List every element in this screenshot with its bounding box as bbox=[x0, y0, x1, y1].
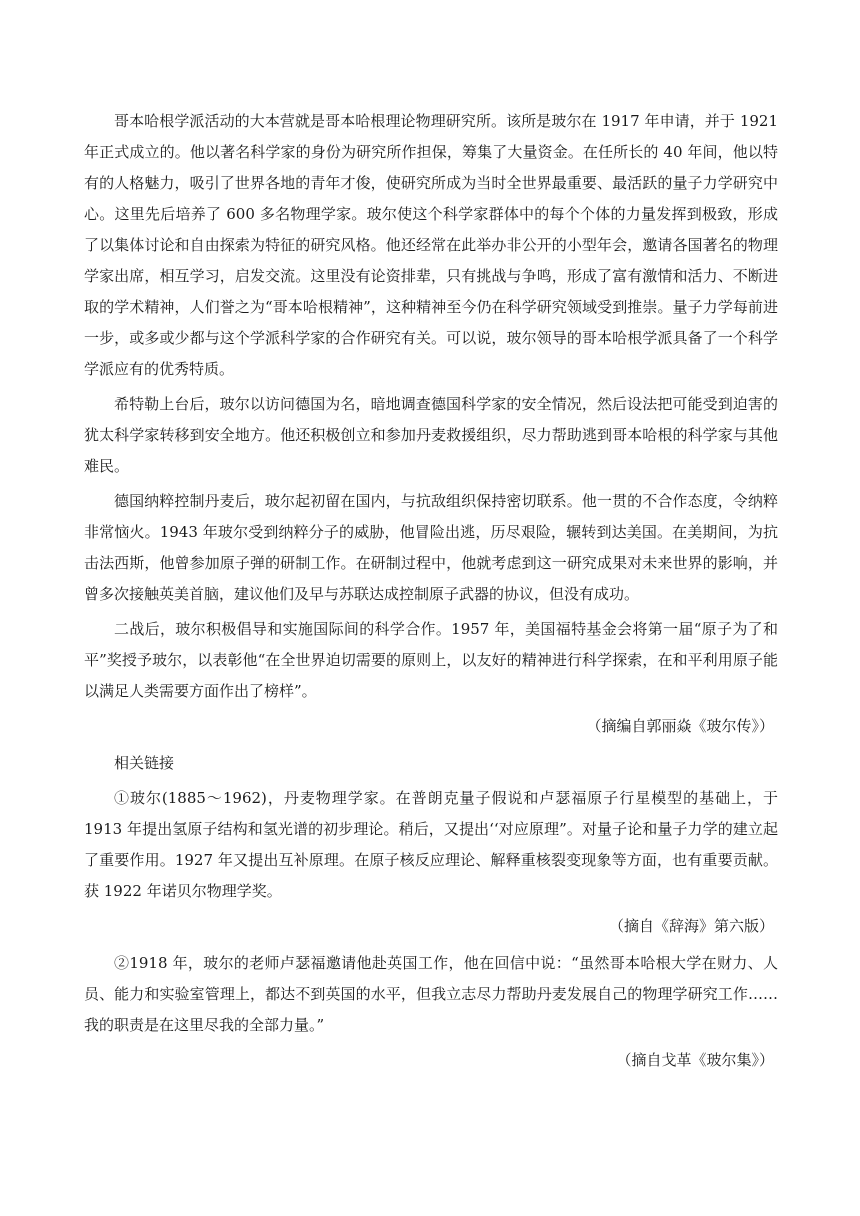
related-link-item: ①玻尔(1885～1962)，丹麦物理学家。在普朗克量子假说和卢瑟福原子行星模型的基础上，于 1913 年提出氢原子结构和氢光谱的初步理论。稍后，又提出‘‘对应原理”。对量子论和量子力学的建立起了重要作用。1927 年又提出互补原理。在原子核反应理论、解释重核裂变现象等方面，也有重要贡献。获 1922 年诺贝尔物理学奖。 bbox=[84, 789, 778, 900]
related-links-heading: 相关链接 bbox=[114, 754, 175, 772]
related-link-source: （摘自戈革《玻尔集》） bbox=[616, 1051, 774, 1069]
body-paragraph: 希特勒上台后，玻尔以访问德国为名，暗地调查德国科学家的安全情况，然后设法把可能受到迫害的犹太科学家转移到安全地方。他还积极创立和参加丹麦救援组织，尽力帮助逃到哥本哈根的科学家与其他难民。 bbox=[84, 395, 778, 475]
body-paragraph: 德国纳粹控制丹麦后，玻尔起初留在国内，与抗敌组织保持密切联系。他一贯的不合作态度，令纳粹非常恼火。1943 年玻尔受到纳粹分子的威胁，他冒险出逃，历尽艰险，辗转到达美国。在美期间，为抗击法西斯，他曾参加原子弹的研制工作。在研制过程中，他就考虑到这一研究成果对未来世界的影响，并曾多次接触英美首脑，建议他们及早与苏联达成控制原子武器的协议，但没有成功。 bbox=[84, 492, 778, 603]
body-paragraph: 哥本哈根学派活动的大本营就是哥本哈根理论物理研究所。该所是玻尔在 1917 年申请，并于 1921 年正式成立的。他以著名科学家的身份为研究所作担保，筹集了大量资金。在任所长的 40 年间，他以特有的人格魅力，吸引了世界各地的青年才俊，使研究所成为当时全世界最重要、最活跃的量子力学研究中心。这里先后培养了 600 多名物理学家。玻尔使这个科学家群体中的每个个体的力量发挥到极致，形成了以集体讨论和自由探索为特征的研究风格。他还经常在此举办非公开的小型年会，邀请各国著名的物理学家出席，相互学习，启发交流。这里没有论资排辈，只有挑战与争鸣，形成了富有激情和活力、不断进取的学术精神，人们誉之为“哥本哈根精神”，这种精神至今仍在科学研究领域受到推崇。量子力学每前进一步，或多或少都与这个学派科学家的合作研究有关。可以说，玻尔领导的哥本哈根学派具备了一个科学学派应有的优秀特质。 bbox=[84, 112, 778, 378]
article-source-citation: （摘编自郭丽焱《玻尔传》） bbox=[586, 717, 774, 735]
article-body bbox=[84, 106, 778, 1082]
related-link-source: （摘自《辞海》第六版） bbox=[608, 917, 774, 935]
related-link-item: ②1918 年，玻尔的老师卢瑟福邀请他赴英国工作，他在回信中说：“虽然哥本哈根大学在财力、人员、能力和实验室管理上，都达不到英国的水平，但我立志尽力帮助丹麦发展自己的物理学研究工作……我的职责是在这里尽我的全部力量。” bbox=[84, 954, 778, 1034]
body-paragraph: 二战后，玻尔积极倡导和实施国际间的科学合作。1957 年，美国福特基金会将第一届“原子为了和平”奖授予玻尔，以表彰他“在全世界迫切需要的原则上，以友好的精神进行科学探索，在和平利用原子能以满足人类需要方面作出了榜样”。 bbox=[84, 620, 778, 700]
